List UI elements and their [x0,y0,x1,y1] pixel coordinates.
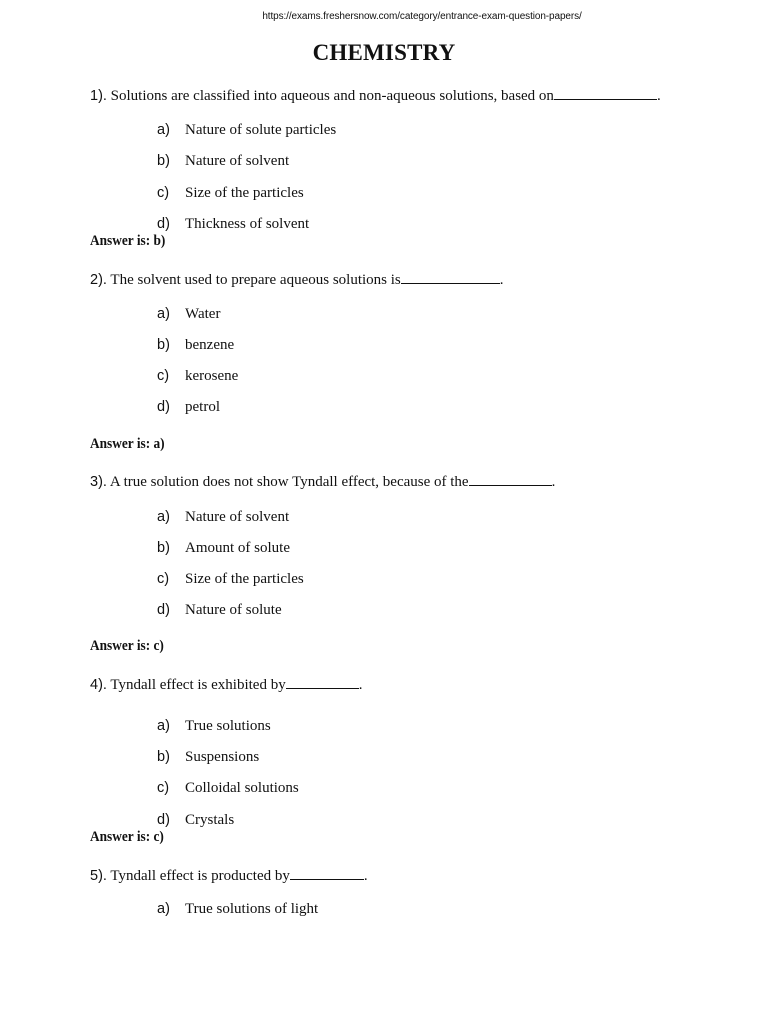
question-text: Tyndall effect is producted by [110,868,290,884]
question-number: 3). [90,474,107,490]
option-letter: d) [157,812,170,828]
answer-blank [554,86,657,100]
option-text: petrol [185,399,220,415]
question-end: . [499,272,504,288]
option-text: Suspensions [185,749,260,765]
source-url: https://exams.freshersnow.com/category/entrance-exam-question-papers/ [262,11,582,22]
option [157,812,234,829]
question-4 [90,675,362,694]
option-text: Nature of solute particles [185,122,337,138]
option [157,368,238,385]
option [157,571,304,588]
option [157,749,259,766]
option-letter: a) [157,901,170,917]
answer-text: Answer is: a) [90,436,165,452]
question-2 [90,270,504,289]
option [157,509,289,526]
option-letter: b) [157,749,170,765]
option-letter: a) [157,509,170,525]
option-text: Nature of solvent [185,153,290,169]
option [157,901,318,918]
answer-text: Answer is: c) [90,829,164,845]
question-text: The solvent used to prepare aqueous solutions is [110,272,401,288]
option-letter: c) [157,185,170,201]
question-end: . [656,88,661,104]
option-text: Nature of solvent [185,509,290,525]
question-text: Solutions are classified into aqueous and non-aqueous solutions, based on [110,88,554,104]
option-text: Colloidal solutions [185,780,299,796]
option-letter: c) [157,571,170,587]
option-letter: a) [157,718,170,734]
option-letter: c) [157,780,170,796]
option-text: Crystals [185,812,235,828]
option [157,602,282,619]
option-text: True solutions of light [185,901,319,917]
answer-blank [286,675,359,689]
answer-blank [401,270,500,284]
question-text: Tyndall effect is exhibited by [110,677,286,693]
option [157,216,309,233]
option-letter: b) [157,540,170,556]
question-number: 4). [90,677,107,693]
answer-text: Answer is: b) [90,233,166,249]
question-number: 5). [90,868,107,884]
option-letter: c) [157,368,170,384]
option-letter: a) [157,306,170,322]
option-text: benzene [185,337,235,353]
option-letter: b) [157,153,170,169]
question-end: . [551,474,556,490]
option [157,399,220,416]
question-end: . [358,677,363,693]
option-text: Size of the particles [185,185,304,201]
option-text: True solutions [185,718,271,734]
answer-blank [290,866,364,880]
question-end: . [363,868,368,884]
option-letter: d) [157,399,170,415]
option [157,122,336,139]
question-text: A true solution does not show Tyndall effect, because of the [109,474,469,490]
page-title: CHEMISTRY [312,40,456,65]
question-number: 1). [90,88,107,104]
option-text: Size of the particles [185,571,304,587]
question-5 [90,866,368,885]
answer-blank [469,472,552,486]
option-letter: b) [157,337,170,353]
option [157,337,234,354]
option [157,780,299,797]
option-text: Thickness of solvent [185,216,310,232]
option-text: kerosene [185,368,239,384]
option-text: Water [185,306,221,322]
option-letter: d) [157,216,170,232]
question-number: 2). [90,272,107,288]
option-text: Amount of solute [185,540,290,556]
answer-text: Answer is: c) [90,638,164,654]
option-letter: d) [157,602,170,618]
option [157,185,304,202]
option [157,718,271,735]
option-letter: a) [157,122,170,138]
question-3 [90,472,555,491]
option [157,306,220,323]
option [157,153,289,170]
option [157,540,290,557]
option-text: Nature of solute [185,602,282,618]
question-1 [90,86,661,105]
